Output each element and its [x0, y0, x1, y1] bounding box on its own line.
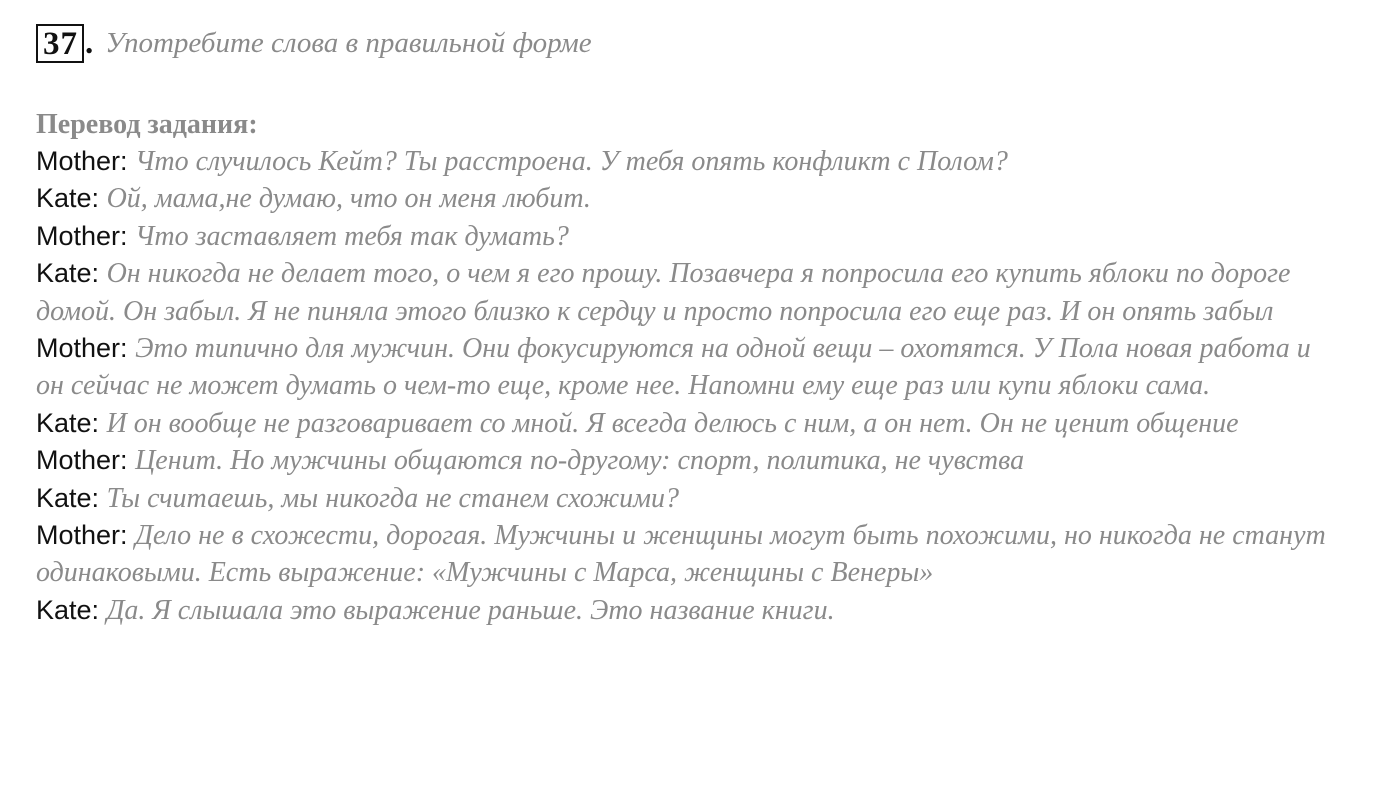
- speaker-name: Mother: [36, 220, 121, 251]
- line-text: Дело не в схожести, дорогая. Мужчины и женщины могут быть похожими, но никогда не станут одинаковыми. Есть выражение: «Мужчины с Марса, женщины с Венеры»: [36, 520, 1326, 589]
- exercise-number-dot: .: [85, 24, 94, 61]
- speaker-name: Mother: [36, 333, 121, 364]
- line-text: Да. Я слышала это выражение раньше. Это название книги.: [106, 594, 835, 626]
- exercise-header: [36, 22, 1376, 64]
- exercise-number-box: 37: [36, 24, 84, 63]
- speaker-name: Kate: [36, 258, 92, 289]
- section-title: Перевод задания:: [36, 109, 258, 140]
- dialogue-line: Mother: Ценит. Но мужчины общаются по-другому: спорт, политика, не чувства: [36, 445, 1025, 477]
- speaker-name: Mother: [36, 445, 121, 476]
- dialogue-list: [36, 143, 1376, 629]
- dialogue-line: Mother: Что заставляет тебя так думать?: [36, 220, 569, 252]
- line-text: Ценит. Но мужчины общаются по-другому: спорт, политика, не чувства: [135, 445, 1025, 477]
- exercise-instruction: Употребите слова в правильной форме: [105, 26, 592, 59]
- line-text: Он никогда не делает того, о чем я его прошу. Позавчера я попросила его купить яблоки по дороге домой. Он забыл. Я не пиняла этого близко к сердцу и просто попросила его еще раз. И он опять забыл: [36, 258, 1291, 327]
- dialogue-line: Kate: Он никогда не делает того, о чем я его прошу. Позавчера я попросила его купить яблоки по дороге домой. Он забыл. Я не пиняла этого близко к сердцу и просто попросила его еще раз. И он опять забыл: [36, 258, 1291, 327]
- speaker-name: Mother: [36, 146, 121, 176]
- dialogue-line: Kate: Ой, мама,не думаю, что он меня любит.: [36, 183, 591, 215]
- dialogue-line: Kate: И он вообще не разговаривает со мной. Я всегда делюсь с ним, а он нет. Он не ценит общение: [36, 407, 1239, 439]
- line-text: Что случилось Кейт? Ты расстроена. У тебя опять конфликт с Полом?: [135, 146, 1008, 177]
- dialogue-line: Mother: Это типично для мужчин. Они фокусируются на одной вещи – охотятся. У Пола новая работа и он сейчас не может думать о чем-то еще, кроме нее. Напомни ему еще раз или купи яблоки сама.: [36, 333, 1311, 402]
- line-text: Ой, мама,не думаю, что он меня любит.: [106, 183, 591, 215]
- speaker-name: Kate: [36, 594, 92, 625]
- speaker-name: Kate: [36, 407, 92, 438]
- speaker-name: Kate: [36, 183, 92, 214]
- line-text: Что заставляет тебя так думать?: [135, 220, 569, 252]
- speaker-name: Mother: [36, 520, 121, 551]
- speaker-name: Kate: [36, 482, 92, 513]
- dialogue-line: Mother: Дело не в схожести, дорогая. Мужчины и женщины могут быть похожими, но никогда не станут одинаковыми. Есть выражение: «Мужчины с Марса, женщины с Венеры»: [36, 520, 1326, 589]
- line-text: Ты считаешь, мы никогда не станем схожими?: [106, 482, 680, 514]
- line-text: И он вообще не разговаривает со мной. Я всегда делюсь с ним, а он нет. Он не ценит общение: [106, 407, 1239, 439]
- dialogue-line: Kate: Да. Я слышала это выражение раньше. Это название книги.: [36, 594, 835, 626]
- exercise-page: [36, 22, 1376, 629]
- dialogue-line: Mother: Что случилось Кейт? Ты расстроена. У тебя опять конфликт с Полом?: [36, 146, 1008, 177]
- dialogue-line: Kate: Ты считаешь, мы никогда не станем схожими?: [36, 482, 680, 514]
- line-text: Это типично для мужчин. Они фокусируются на одной вещи – охотятся. У Пола новая работа и он сейчас не может думать о чем-то еще, кроме нее. Напомни ему еще раз или купи яблоки сама.: [36, 333, 1311, 402]
